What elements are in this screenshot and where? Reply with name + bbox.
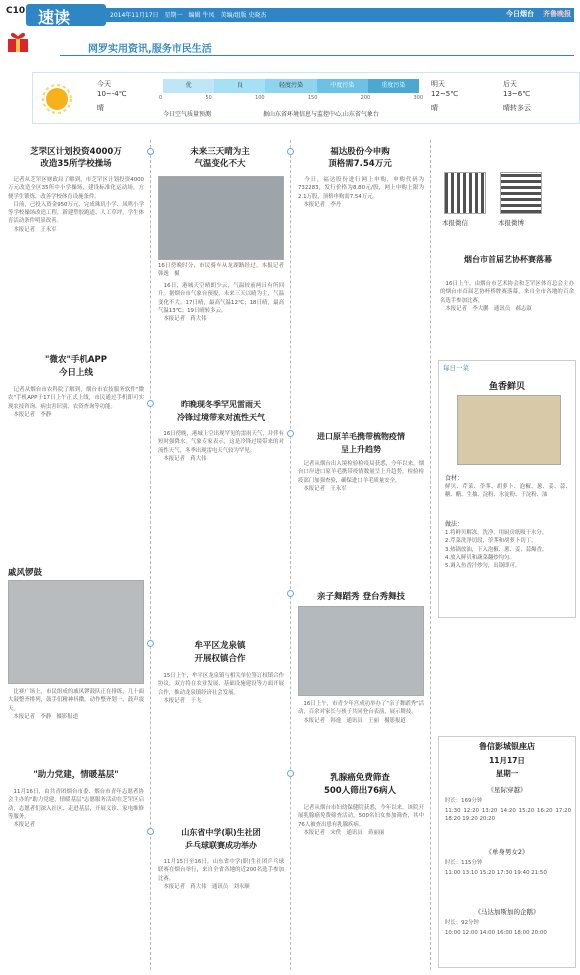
- qr-wechat[interactable]: [444, 172, 486, 214]
- article-body: 记者从烟台出入境检验检疫局获悉，今年以来，烟台口岸进口原羊毛携带疫情数量呈上升趋势，检验检疫部门加强查验，确保进口羊毛质量安全。 本报记者 王永军: [298, 461, 424, 492]
- column-node: [287, 148, 294, 155]
- film-length: 时长：115分钟: [445, 860, 483, 866]
- ingredients: 鲜贝、芹菜、荸荠、胡萝卜、泡椒、葱、姜、蒜、糖、醋、生抽、淀粉、水淀粉、干淀粉、油: [445, 484, 571, 499]
- section-title: 速读: [38, 8, 71, 27]
- film-length: 时长：92分钟: [445, 920, 479, 926]
- article-body: 今日，福达股份进行网上申购，申购代码为732283，发行价格为8.80元/股，网上申购上限为2.1万股，顶格申购需7.54万元。 本报记者 李丹: [298, 177, 424, 208]
- tomorrow-temp: 12~5℃: [431, 90, 459, 98]
- article-body: 记者从烟台市农科院了解到，烟台市农技服务软件"微农"手机APP于17日上午正式上线，市民通过手机即可实现农技咨询、病虫害识别、农资查询等功能。 本报记者 李静: [8, 387, 144, 418]
- film-times: 10:00 12:00 14:00 16:00 18:00 20:00: [445, 930, 547, 936]
- steps-label: 做法：: [445, 521, 464, 528]
- today-cond: 晴: [97, 104, 104, 112]
- film-name: 《单身男女2》: [485, 848, 529, 856]
- photo-caption: 16日傍晚时分，市民骑车从龙湖路经过。本报记者 韩逸 摄: [158, 263, 290, 278]
- today-temp: 10~-4℃: [97, 90, 127, 98]
- qr-wechat-label: 本报微信: [442, 219, 468, 227]
- aqi-level-2: 良: [214, 79, 265, 93]
- recipe-title: 鱼香鲜贝: [488, 382, 525, 392]
- qr-weibo[interactable]: [500, 172, 542, 214]
- aqi-tick: 150: [307, 95, 318, 101]
- masthead-b: 齐鲁晚报: [543, 10, 571, 18]
- ingredients-label: 食材：: [445, 475, 464, 482]
- article-body: 比赛广场上，市民组成的戚风锣鼓队正在排练，几十面大鼓整齐排列，鼓手们精神抖擞，动作整齐划一，鼓声震天。 本报记者 李静 摄影报道: [8, 689, 144, 720]
- film-name: 《星际穿越》: [487, 786, 527, 794]
- drum-photo: [8, 580, 144, 684]
- aqi-tick: 200: [360, 95, 371, 101]
- aqi-ticks: [159, 95, 423, 101]
- article-title: 山东省中学(职)生社团 乒乓球联赛成功举办: [181, 828, 261, 850]
- article-title: 戚风锣鼓: [8, 568, 43, 578]
- article-title: 福达股份今申购 顶格需7.54万元: [328, 147, 392, 169]
- column-node: [287, 590, 294, 597]
- article-body: 记者从芝罘区财政局了解到，市芝罘区计划投资4000万元改造全区35所中小学操场，建设标准化运动场，方便学生锻炼，改善学校体育设施条件。 目前，已投入资金950万元，完成珠玑小学、凤鸣小学等学校操场改造工程，新建塑胶跑道、人工草坪，学生体育活动条件明显改善。 本报记者 王永军: [8, 177, 144, 233]
- after-temp: 13~6℃: [503, 90, 531, 98]
- column-divider: [430, 140, 431, 970]
- cyclist-photo: [158, 176, 284, 260]
- slogan: 网罗实用资讯,服务市民生活: [88, 44, 212, 55]
- aqi-level-3: 轻度污染: [265, 79, 316, 93]
- cinema-title: 鲁信影城银座店: [479, 742, 535, 751]
- section-badge: [26, 4, 106, 26]
- film-length: 时长：169分钟: [445, 798, 483, 804]
- dance-photo: [298, 606, 424, 696]
- article-body: 16日傍晚，港城上空出现罕见的雷雨天气，并伴有短时强降水。气象专家表示，这是冷锋过境带来的对流性天气，冬季出现雷电天气较为罕见。 本报记者 蒋大伟: [158, 431, 284, 462]
- recipe-tag: 每日一菜: [443, 364, 469, 372]
- aqi-tick: 50: [205, 95, 212, 101]
- qr-weibo-label: 本报微博: [498, 219, 524, 227]
- aqi-tick: 100: [255, 95, 265, 101]
- masthead-a: 今日烟台: [506, 10, 534, 18]
- after-label: 后天: [503, 80, 517, 88]
- article-body: 11月16日，由共青团烟台市委、烟台市青年志愿者协会主办的"助力党建，情暖基层"志愿服务活动在芝罘区启动，志愿者们深入社区、走进基层，开展义诊、家电维修等服务。 本报记者: [8, 789, 144, 829]
- article-body: 16日上午，由烟台市艺术协会和芝罘区体育总会主办的烟台市首届艺协杯桥牌赛落幕，来自全市各地的百余名选手参加比赛。 本报记者 李大鹏 通讯员 郝志淑: [440, 281, 574, 312]
- aqi-tick: 300: [413, 95, 423, 101]
- column-node: [287, 430, 294, 437]
- header-rule: [60, 55, 574, 56]
- film-times: 11:00 13:10 15:20 17:30 19:40 21:50: [445, 870, 547, 876]
- article-body: 15日上午，牟平区龙泉镇与相关单位签订权镇合作协议，双方将在农业发展、基础设施建设等方面开展合作，推动龙泉镇经济社会发展。 本报记者 于飞: [158, 673, 284, 704]
- aqi-level-1: 优: [163, 79, 214, 93]
- article-title: 烟台市首届艺协杯赛落幕: [464, 255, 552, 264]
- article-title: 未来三天晴为主 气温变化不大: [190, 147, 250, 169]
- article-body: 16日上午，市青少年宫成功举办了"亲子舞蹈秀"活动，百余对家长与孩子共同登台表演，展示舞技。 本报记者 韩逸 通讯员 王丽 摄影报道: [298, 701, 424, 724]
- aqi-scale: [163, 79, 419, 93]
- column-divider: [150, 140, 151, 970]
- aqi-level-5: 重度污染: [368, 79, 419, 93]
- article-body: 11月15日至16日，山东省中学(职)生社团乒乓球联赛在烟台举行，来自全省各地的近200名选手参加比赛。 本报记者 蒋大伟 通讯员 刘永顺: [158, 859, 284, 890]
- article-title: "微农"手机APP 今日上线: [45, 355, 107, 378]
- article-title: 亲子舞蹈秀 登台秀舞技: [317, 592, 405, 602]
- today-label: 今天: [97, 80, 111, 88]
- article-body: 记者从烟台市妇幼保健院获悉，今年以来，该院开展乳腺癌免费筛查活动，500名妇女参加筛查，其中76人被查出患有乳腺疾病。 本报记者 宋佚 通讯员 蒋丽丽: [298, 805, 424, 836]
- date-line: 2014年11月17日 星期一 编辑 牛凤 美编/组版 史晓杰: [110, 12, 267, 19]
- article-body: 16日，港城天空晴朗少云，气温较前两日有所回升。据烟台市气象台预报，未来三天以晴为主，气温变化不大。17日晴，最高气温12℃；18日晴，最高气温13℃；19日晴转多云。 本报记者 蒋大伟: [158, 283, 284, 323]
- film-name: 《马达加斯加的企鹅》: [474, 908, 540, 916]
- gift-icon: [6, 28, 30, 54]
- cinema-weekday: 星期一: [495, 769, 519, 778]
- aqi-level-4: 中度污染: [317, 79, 368, 93]
- recipe-box: [438, 360, 576, 618]
- column-node: [147, 400, 154, 407]
- after-cond: 晴转多云: [503, 104, 531, 112]
- dish-photo: [457, 395, 561, 465]
- article-title: 进口原羊毛携带梳物疫情 呈上升趋势: [317, 432, 405, 454]
- column-node: [147, 828, 154, 835]
- tomorrow-label: 明天: [431, 80, 445, 88]
- aqi-caption: 今日空气质量预测: [163, 111, 212, 118]
- sun-icon: [39, 81, 75, 117]
- article-title: "助力党建，情暖基层": [33, 770, 119, 780]
- article-title: 昨晚现冬季罕见雷雨天 冷锋过境带来对流性天气: [177, 400, 265, 422]
- column-node: [147, 148, 154, 155]
- article-title: 芝罘区计划投资4000万 改造35所学校操场: [30, 147, 122, 169]
- cinema-date: 11月17日: [489, 756, 525, 765]
- tomorrow-cond: 晴: [431, 104, 438, 112]
- weather-source: 据山东省环境信息与监控中心,山东省气象台: [263, 111, 379, 118]
- aqi-tick: 0: [159, 95, 163, 101]
- film-times: 11:30 12:20 13:20 14:20 15:20 16:20 17:20 18:20 19:20 20:20: [445, 808, 573, 823]
- page-header: [0, 0, 580, 62]
- column-node: [287, 770, 294, 777]
- article-title: 牟平区龙泉镇 开展权镇合作: [194, 641, 246, 664]
- recipe-steps: 1.将鲜贝解冻，洗净，用厨房纸吸干水分。 2.芹菜洗净切段，荸荠和胡萝卜切丁。 3.热锅放油，下入泡椒、葱、姜、蒜爆香。 4.放入鲜贝和蔬菜翻炒均匀。 5.调入鱼香汁炒匀，出锅即可。: [445, 530, 548, 570]
- page-number: C10: [6, 6, 26, 16]
- column-divider: [290, 140, 291, 970]
- cinema-box: [438, 736, 576, 968]
- weather-panel: [32, 72, 580, 124]
- article-title: 乳腺癌免费筛查 500人筛出76病人: [323, 773, 397, 796]
- date-bar: [104, 8, 574, 22]
- column-node: [147, 640, 154, 647]
